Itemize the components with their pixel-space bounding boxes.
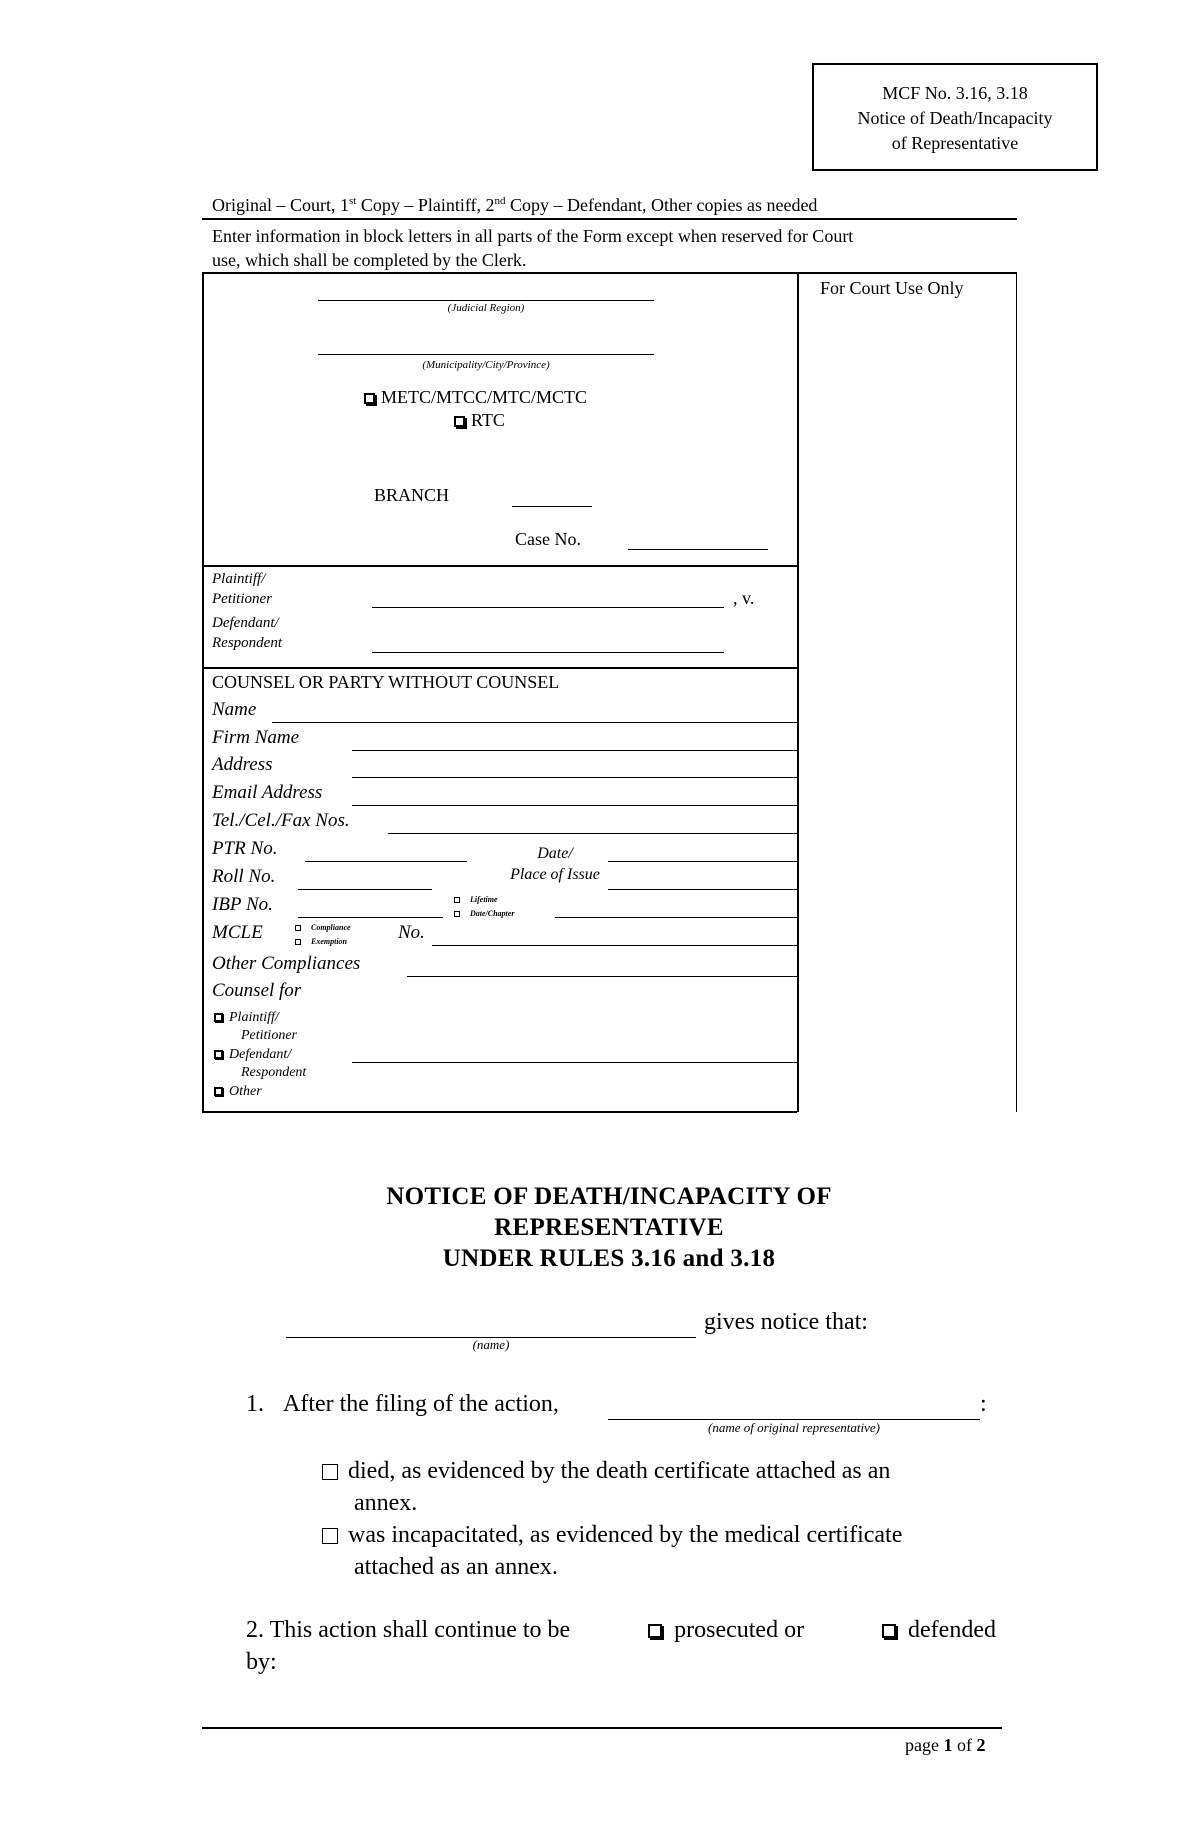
checkbox-prosecuted[interactable] bbox=[648, 1624, 662, 1638]
judicial-region-line[interactable] bbox=[318, 300, 654, 301]
parties-section-rule bbox=[202, 667, 797, 669]
option-incapacitated[interactable]: was incapacitated, as evidenced by the medical certificate attached as an annex. bbox=[322, 1519, 902, 1583]
form-title-line2: of Representative bbox=[891, 133, 1019, 153]
municipality-caption: (Municipality/City/Province) bbox=[422, 359, 550, 371]
counsel-for-other-option[interactable]: Other bbox=[214, 1083, 262, 1101]
gives-notice-text: gives notice that: bbox=[704, 1309, 868, 1335]
counsel-heading: COUNSEL OR PARTY WITHOUT COUNSEL bbox=[212, 672, 560, 692]
item2-text: 2. This action shall continue to be prosecuted or defended by: bbox=[246, 1614, 996, 1678]
checkbox-metc[interactable] bbox=[364, 393, 375, 404]
original-representative-caption: (name of original representative) bbox=[708, 1420, 880, 1435]
ibp-label: IBP No. bbox=[212, 894, 273, 915]
ptr-label: PTR No. bbox=[212, 838, 278, 859]
instructions: Enter information in block letters in all parts of the Form except when reserved for Court use, which shall be completed by the Clerk. bbox=[212, 226, 854, 270]
case-no-line[interactable] bbox=[628, 549, 768, 550]
checkbox-counsel-other[interactable] bbox=[214, 1087, 223, 1096]
counsel-for-line[interactable] bbox=[352, 1062, 797, 1063]
versus-label: , v. bbox=[733, 588, 755, 608]
option-died[interactable]: died, as evidenced by the death certificate attached as an annex. bbox=[322, 1455, 890, 1519]
form-title-line1: Notice of Death/Incapacity bbox=[857, 108, 1053, 128]
ibp-lifetime-option[interactable]: Lifetime bbox=[454, 893, 498, 906]
page-number: page 1 of 2 bbox=[905, 1735, 986, 1755]
roll-line[interactable] bbox=[298, 889, 432, 890]
checkbox-counsel-plaintiff[interactable] bbox=[214, 1013, 223, 1022]
checkbox-incapacitated[interactable] bbox=[322, 1528, 338, 1544]
court-section-rule bbox=[202, 565, 797, 567]
ibp-date-chapter-option[interactable]: Date/Chapter bbox=[454, 907, 514, 920]
email-line[interactable] bbox=[352, 805, 797, 806]
name-line[interactable] bbox=[272, 722, 797, 723]
defendant-label: Defendant/ Respondent bbox=[212, 615, 282, 651]
counsel-for-plaintiff-option[interactable]: Plaintiff/ Petitioner bbox=[214, 1009, 297, 1045]
form-number: MCF No. 3.16, 3.18 bbox=[882, 83, 1028, 103]
ibp-date-line[interactable] bbox=[555, 917, 797, 918]
email-label: Email Address bbox=[212, 782, 323, 803]
notice-title-line3: UNDER RULES 3.16 and 3.18 bbox=[442, 1245, 776, 1272]
notice-title-line1: NOTICE OF DEATH/INCAPACITY OF bbox=[386, 1183, 832, 1210]
roll-label: Roll No. bbox=[212, 866, 276, 887]
checkbox-compliance[interactable] bbox=[295, 925, 301, 931]
checkbox-lifetime[interactable] bbox=[454, 897, 460, 903]
form-left-border bbox=[202, 272, 204, 1112]
tel-label: Tel./Cel./Fax Nos. bbox=[212, 810, 350, 831]
firm-name-label: Firm Name bbox=[212, 727, 300, 748]
option-rtc[interactable]: RTC bbox=[454, 410, 505, 431]
mcle-compliance-option[interactable]: Compliance bbox=[295, 921, 351, 934]
item1-colon: : bbox=[980, 1391, 987, 1417]
address-line[interactable] bbox=[352, 777, 797, 778]
court-use-only-label: For Court Use Only bbox=[820, 278, 964, 298]
option-metc[interactable]: METC/MTCC/MTC/MCTC bbox=[364, 387, 587, 408]
branch-line[interactable] bbox=[512, 506, 592, 507]
municipality-line[interactable] bbox=[318, 354, 654, 355]
checkbox-died[interactable] bbox=[322, 1464, 338, 1480]
ptr-line[interactable] bbox=[305, 861, 467, 862]
notifier-name-caption: (name) bbox=[472, 1337, 510, 1352]
judicial-region-caption: (Judicial Region) bbox=[447, 302, 525, 314]
checkbox-exemption[interactable] bbox=[295, 939, 301, 945]
case-no-label: Case No. bbox=[515, 529, 581, 549]
defendant-line[interactable] bbox=[372, 652, 724, 653]
ibp-line[interactable] bbox=[298, 917, 443, 918]
name-label: Name bbox=[212, 699, 257, 720]
plaintiff-line[interactable] bbox=[372, 607, 724, 608]
other-compliances-line[interactable] bbox=[407, 976, 797, 977]
plaintiff-label: Plaintiff/ Petitioner bbox=[212, 571, 272, 607]
form-right-border bbox=[1016, 272, 1017, 1112]
tel-line[interactable] bbox=[388, 833, 797, 834]
form-top-rule bbox=[202, 272, 1017, 274]
option-prosecuted[interactable]: prosecuted or bbox=[648, 1614, 804, 1646]
footer-rule bbox=[202, 1727, 1002, 1729]
mcle-label: MCLE bbox=[212, 922, 263, 943]
branch-label: BRANCH bbox=[374, 485, 450, 505]
mcle-exemption-option[interactable]: Exemption bbox=[295, 935, 347, 948]
checkbox-counsel-defendant[interactable] bbox=[214, 1050, 223, 1059]
other-compliances-label: Other Compliances bbox=[212, 953, 361, 974]
item1-text: After the filing of the action, bbox=[283, 1391, 559, 1417]
form-bottom-rule bbox=[202, 1111, 797, 1113]
ptr-date-line[interactable] bbox=[608, 861, 797, 862]
item1-number: 1. bbox=[246, 1391, 264, 1417]
notice-title-line2: REPRESENTATIVE bbox=[494, 1214, 724, 1241]
form-number-box bbox=[812, 63, 1098, 171]
checkbox-date-chapter[interactable] bbox=[454, 911, 460, 917]
address-label: Address bbox=[212, 754, 273, 775]
mcle-no-line[interactable] bbox=[432, 945, 797, 946]
counsel-for-defendant-option[interactable]: Defendant/ Respondent bbox=[214, 1046, 306, 1082]
checkbox-rtc[interactable] bbox=[454, 416, 465, 427]
date-place-label: Date/ Place of Issue bbox=[510, 845, 600, 883]
roll-date-line[interactable] bbox=[608, 889, 797, 890]
copies-distribution: Original – Court, 1st Copy – Plaintiff, 2nd Copy – Defendant, Other copies as needed bbox=[212, 195, 818, 215]
form-middle-border bbox=[797, 272, 799, 1112]
option-defended[interactable]: defended bbox=[882, 1614, 996, 1646]
counsel-for-label: Counsel for bbox=[212, 980, 302, 1001]
copies-rule bbox=[202, 218, 1017, 220]
firm-name-line[interactable] bbox=[352, 750, 797, 751]
checkbox-defended[interactable] bbox=[882, 1624, 896, 1638]
mcle-no-label: No. bbox=[398, 922, 425, 943]
